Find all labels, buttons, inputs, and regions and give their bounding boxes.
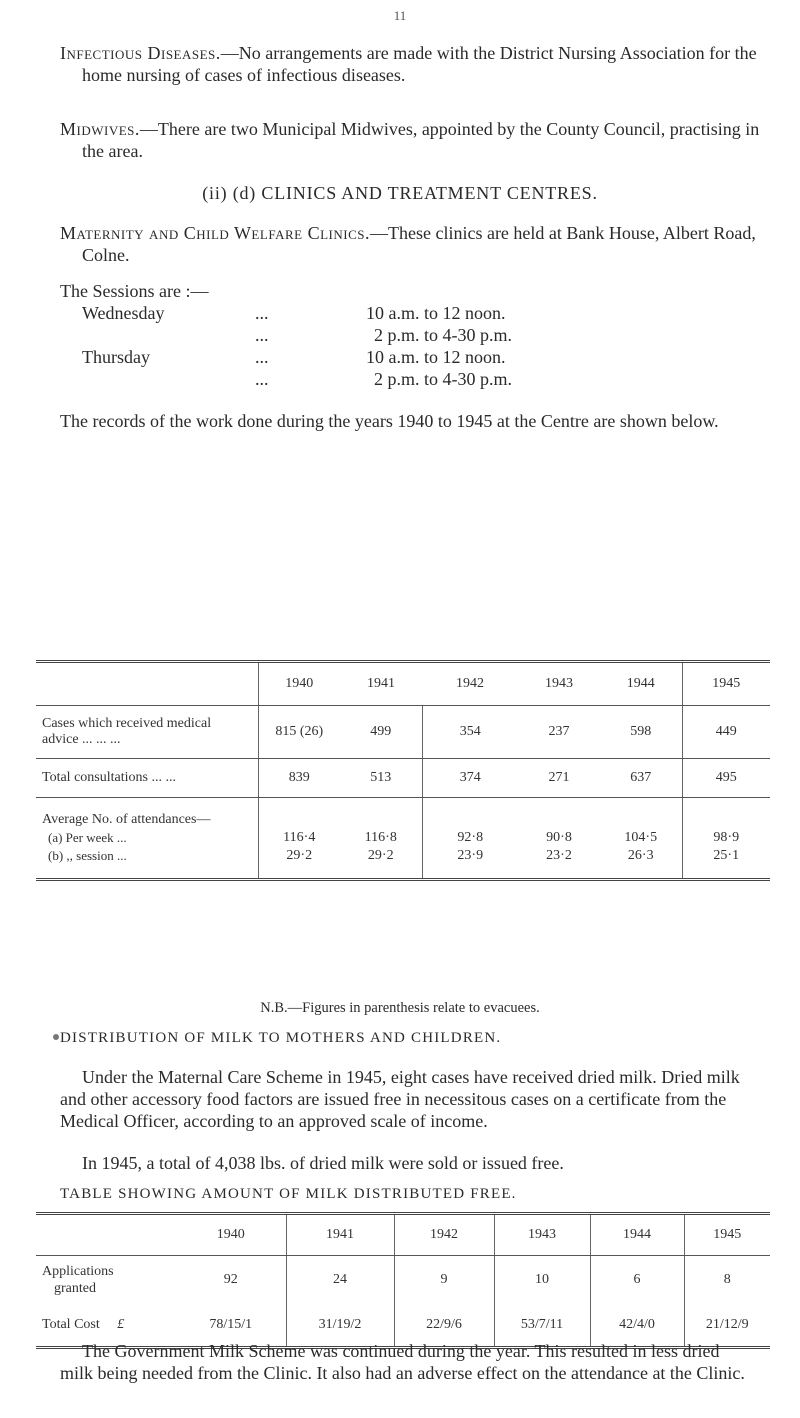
table-row [36,798,770,880]
table-cell: 42/4/0 [590,1304,684,1348]
infectious-diseases-lead: Infectious Diseases. [60,43,221,63]
row-label: Total consultations ... ... [36,759,258,798]
table-cell: 6 [590,1256,684,1305]
year-header: 1945 [684,1214,770,1256]
session-day: Wednesday [82,303,165,323]
table-cell: 499 [340,706,422,759]
clinics-heading: (ii) (d) CLINICS AND TREATMENT CENTRES. [202,183,598,203]
table-header-row [36,662,770,706]
table-cell: 31/19/2 [286,1304,394,1348]
table-cell: 116·8 29·2 [364,830,397,863]
session-day: Thursday [82,347,150,367]
table-row [36,1256,770,1305]
table-cell: 8 [684,1256,770,1305]
infectious-diseases-text: —No arrangements are made with the District Nursing Association for the home nursing of cases of infectious diseases. [82,43,757,85]
year-header: 1943 [518,662,600,706]
table-cell: 237 [518,706,600,759]
row-label: Applications granted [42,1264,114,1296]
session-time: 2 p.m. to 4-30 p.m. [374,369,512,389]
sessions-intro: The Sessions are :— [60,281,209,301]
table-cell: 449 [682,706,770,759]
milk-total-paragraph: In 1945, a total of 4,038 lbs. of dried milk were sold or issued free. [82,1153,564,1173]
maternity-lead: Maternity and Child Welfare Clinics. [60,223,370,243]
table-cell: 92 [223,1272,238,1287]
clinic-records-table [36,660,770,881]
session-time: 2 p.m. to 4-30 p.m. [374,325,512,345]
table2-heading: TABLE SHOWING AMOUNT OF MILK DISTRIBUTED FREE. [60,1186,517,1202]
table-cell: 10 [494,1256,590,1305]
table-cell: 354 [422,706,518,759]
session-time: 10 a.m. to 12 noon. [366,303,506,323]
table-cell: 116·4 29·2 [258,798,340,880]
bullet-mark [53,1034,59,1040]
row-label: Average No. of attendances— (a) Per week ... (b) ,, session ... [42,812,211,863]
row-label: Total Cost £ [42,1317,125,1332]
table-cell: 90·8 23·2 [546,830,572,863]
table-cell: 104·5 26·3 [624,830,658,863]
year-header: 1941 [340,662,422,706]
table-cell: 78/15/1 [209,1317,253,1332]
closing-paragraph: The Government Milk Scheme was continued during the year. This resulted in less dried milk being needed from the Clinic. It also had an adverse effect on the attendance at the Clinic. [60,1341,745,1383]
currency-symbol: £ [117,1317,125,1332]
table-cell: 22/9/6 [394,1304,494,1348]
table-cell: 92·8 23·9 [422,798,518,880]
table-cell: 24 [286,1256,394,1305]
table-cell: 271 [518,759,600,798]
midwives-paragraph [60,118,772,162]
maternity-text: —These clinics are held at Bank House, Albert Road, Colne. [82,223,756,265]
nb-note: N.B.—Figures in parenthesis relate to evacuees. [260,1000,540,1016]
leader-dots: ... ... [255,303,269,345]
page-number: 11 [393,8,407,23]
leader-dots: ... ... [255,347,269,389]
milk-distributed-table [36,1212,770,1349]
year-header: 1944 [600,662,682,706]
year-header: 1943 [494,1214,590,1256]
table-row [36,759,770,798]
year-header: 1941 [286,1214,394,1256]
infectious-diseases-paragraph [60,42,772,86]
session-time: 10 a.m. to 12 noon. [366,347,506,367]
table-cell: 815 (26) [258,706,340,759]
year-header: 1942 [422,662,518,706]
table-cell: 374 [422,759,518,798]
table-cell: 495 [682,759,770,798]
table-cell: 637 [600,759,682,798]
header-blank [36,662,258,706]
milk-distribution-heading: DISTRIBUTION OF MILK TO MOTHERS AND CHILDREN. [60,1030,502,1046]
records-intro: The records of the work done during the years 1940 to 1945 at the Centre are shown below. [60,411,719,431]
header-blank [36,1214,176,1256]
table-cell: 513 [340,759,422,798]
year-header: 1940 [258,662,340,706]
table-cell: 98·9 25·1 [682,798,770,880]
row-label: Cases which received medical advice ... ... ... [36,706,258,759]
maternity-paragraph [60,222,772,266]
table-cell: 839 [258,759,340,798]
milk-paragraph: Under the Maternal Care Scheme in 1945, eight cases have received dried milk. Dried milk and other accessory food factors are issued free in necessitous cases on a certificate from the Medical Officer, according to an approved scale of income. [60,1067,740,1131]
midwives-text: —There are two Municipal Midwives, appointed by the County Council, practising in the area. [82,119,760,161]
table-cell: 598 [600,706,682,759]
midwives-lead: Midwives. [60,119,140,139]
year-header: 1940 [176,1214,286,1256]
table-cell: 21/12/9 [684,1304,770,1348]
year-header: 1944 [590,1214,684,1256]
table-cell: 9 [394,1256,494,1305]
year-header: 1945 [682,662,770,706]
table-row [36,706,770,759]
table-cell: 53/7/11 [494,1304,590,1348]
table-header-row [36,1214,770,1256]
year-header: 1942 [394,1214,494,1256]
